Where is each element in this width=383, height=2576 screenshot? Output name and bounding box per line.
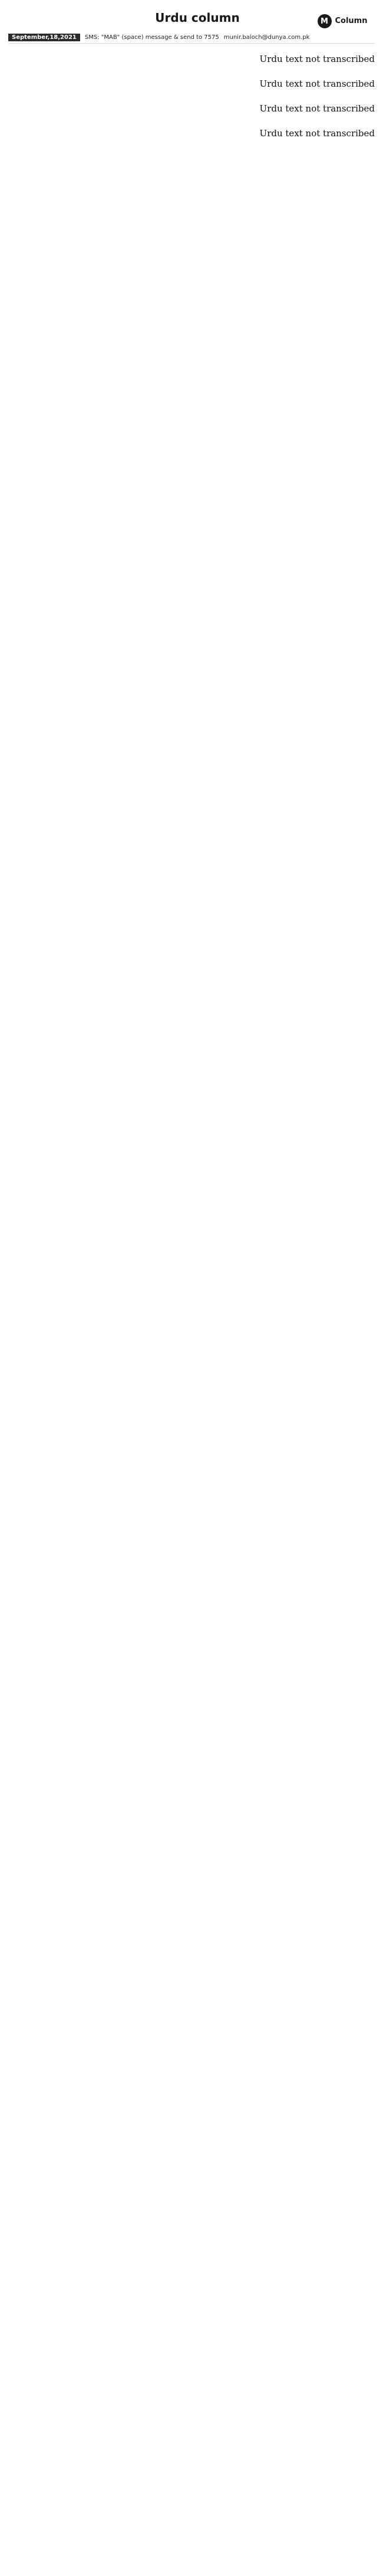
author-email: munir.baloch@dunya.com.pk: [223, 34, 310, 41]
paragraph-3: Urdu text not transcribed: [259, 103, 375, 114]
paragraph-1: Urdu text not transcribed: [259, 54, 375, 64]
paragraph-2: Urdu text not transcribed: [259, 78, 375, 89]
brand-logo-icon: M: [318, 14, 332, 28]
meta-bar: [8, 32, 310, 42]
page-title: Urdu column: [155, 11, 240, 25]
brand-name: Column: [335, 16, 368, 25]
article-body: [8, 51, 375, 142]
brand-text: [335, 17, 368, 26]
paragraph-4: Urdu text not transcribed: [259, 128, 375, 139]
sms-instruction: SMS: "MAB" (space) message & send to 7575: [84, 34, 219, 41]
brand-block: [310, 6, 375, 37]
column-header: [8, 6, 375, 44]
publish-date: September,18,2021: [8, 34, 80, 41]
